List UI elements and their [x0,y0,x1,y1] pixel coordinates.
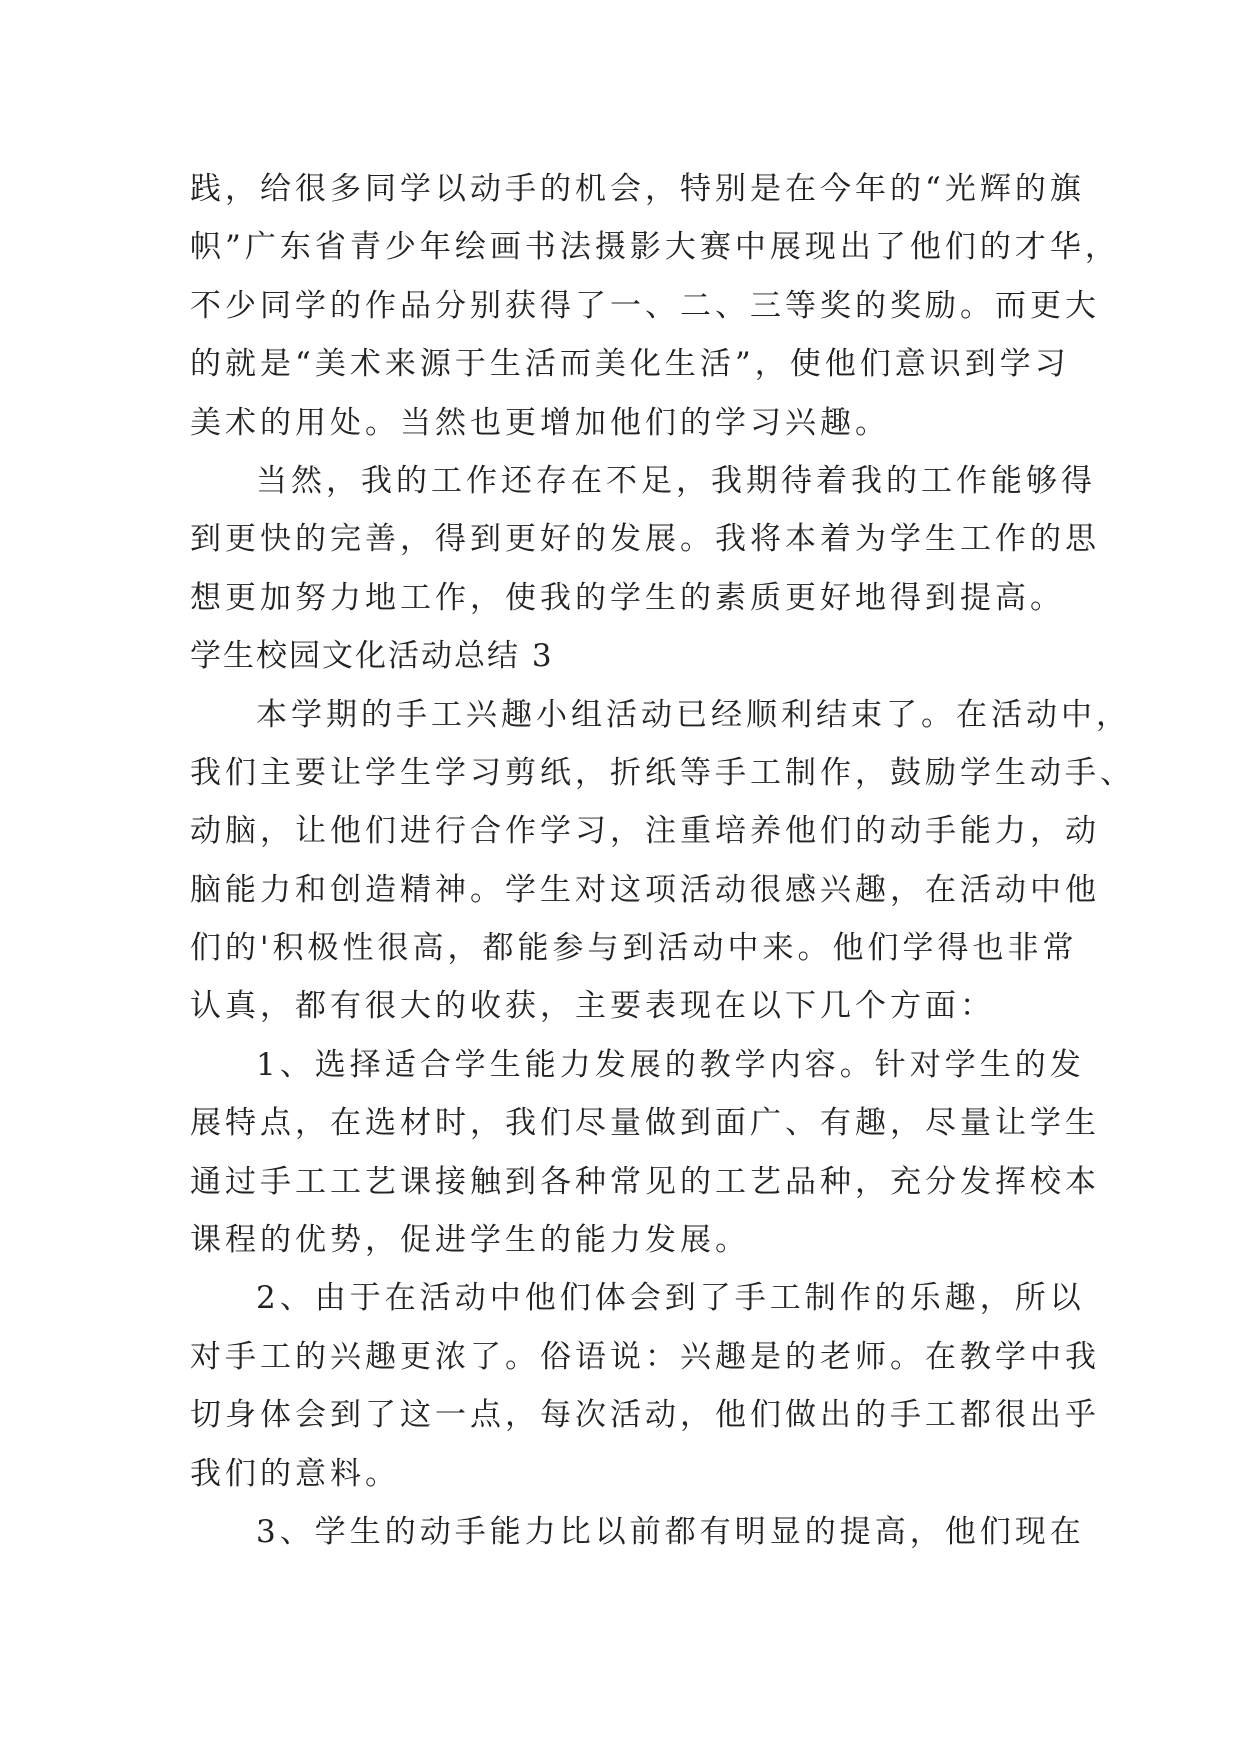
section-heading: 学生校园文化活动总结 3 [190,638,554,675]
text-line: 展特点，在选材时，我们尽量做到面广、有趣，尽量让学生 [190,1105,1100,1142]
text-line: 切身体会到了这一点，每次活动，他们做出的手工都很出乎 [190,1397,1100,1434]
text-line: 的就是“美术来源于生活而美化生活”，使他们意识到学习 [190,346,1070,383]
text-line: 践，给很多同学以动手的机会，特别是在今年的“光辉的旗 [190,171,1085,207]
text-line: 3、学生的动手能力比以前都有明显的提高，他们现在 [256,1513,1085,1550]
text-line: 对手工的兴趣更浓了。俗语说：兴趣是的老师。在教学中我 [190,1338,1100,1375]
text-line: 到更快的完善，得到更好的发展。我将本着为学生工作的思 [190,521,1100,558]
text-line: 动脑，让他们进行合作学习，注重培养他们的动手能力，动 [190,813,1100,850]
text-line: 想更加努力地工作，使我的学生的素质更好地得到提高。 [190,579,1065,616]
text-line: 美术的用处。当然也更增加他们的学习兴趣。 [190,404,890,441]
text-line: 我们的意料。 [190,1455,400,1492]
text-line: 我们主要让学生学习剪纸，折纸等手工制作，鼓励学生动手、 [190,754,1135,791]
document-body [190,160,1135,1561]
text-line: 通过手工工艺课接触到各种常见的工艺品种，充分发挥校本 [190,1163,1100,1200]
text-line: 1、选择适合学生能力发展的教学内容。针对学生的发 [256,1046,1085,1083]
text-line: 本学期的手工兴趣小组活动已经顺利结束了。在活动中， [256,696,1131,733]
text-line: 当然，我的工作还存在不足，我期待着我的工作能够得 [256,462,1096,499]
text-line: 脑能力和创造精神。学生对这项活动很感兴趣，在活动中他 [190,871,1100,908]
text-line: 们的'积极性很高，都能参与到活动中来。他们学得也非常 [190,930,1078,967]
text-line: 帜”广东省青少年绘画书法摄影大赛中展现出了他们的才华， [190,229,1120,266]
text-line: 课程的优势，促进学生的能力发展。 [190,1222,750,1259]
text-line: 不少同学的作品分别获得了一、二、三等奖的奖励。而更大 [190,287,1100,324]
text-line: 认真，都有很大的收获，主要表现在以下几个方面： [190,988,995,1025]
text-line: 2、由于在活动中他们体会到了手工制作的乐趣，所以 [256,1280,1085,1317]
